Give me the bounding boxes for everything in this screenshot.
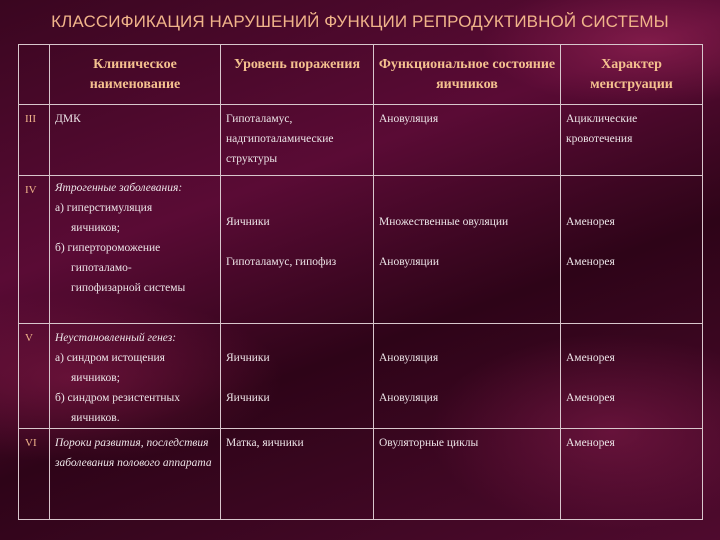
header-number [19,45,50,105]
cell-menses: Аменорея [561,429,703,520]
cell-menses: Ациклические кровотечения [561,105,703,176]
header-lesion-level: Уровень поражения [221,45,374,105]
item-a-cont: яичников; [71,372,120,384]
menses-a: Аменорея [566,352,615,364]
header-row [19,45,703,105]
cell-clinical-name: ДМК [50,105,221,176]
item-b: б) гипертороможение [55,242,161,254]
table-row [19,324,703,429]
cell-clinical-name: Пороки развития, последствия заболевания полового аппарата [50,429,221,520]
cell-menses [561,324,703,429]
table-row [19,176,703,324]
row-number: VI [19,429,50,520]
item-a-cont: яичников; [71,222,120,234]
cell-lesion-level: Гипоталамус, надгипоталамические структуры [221,105,374,176]
level-b: Яичники [226,392,270,404]
level-b: Гипоталамус, гипофиз [226,256,337,268]
cell-menses [561,176,703,324]
item-b-cont2: гипофизарной системы [71,282,186,294]
row-number: III [19,105,50,176]
menses-b: Аменорея [566,256,615,268]
cell-ovary-state [374,324,561,429]
group-title: Ятрогенные заболевания: [55,182,183,194]
cell-lesion-level [221,176,374,324]
cell-clinical-name [50,176,221,324]
header-clinical-name: Клиническое наименование [50,45,221,105]
group-title: Неустановленный генез: [55,332,177,344]
item-b-cont: яичников. [71,412,120,424]
ovary-b: Ановуляция [379,392,439,404]
row-number: IV [19,176,50,324]
ovary-a: Множественные овуляции [379,216,509,228]
table-row [19,429,703,520]
slide-title: КЛАССИФИКАЦИЯ НАРУШЕНИЙ ФУНКЦИИ РЕПРОДУКТИВНОЙ СИСТЕМЫ [51,12,669,31]
cell-ovary-state [374,176,561,324]
classification-table [18,44,703,520]
cell-lesion-level [221,324,374,429]
item-b: б) синдром резистентных [55,392,180,404]
cell-ovary-state: Ановуляция [374,105,561,176]
table-row [19,105,703,176]
item-a: а) синдром истощения [55,352,165,364]
cell-clinical-name [50,324,221,429]
item-a: а) гиперстимуляция [55,202,153,214]
ovary-a: Ановуляция [379,352,439,364]
cell-ovary-state: Овуляторные циклы [374,429,561,520]
ovary-b: Ановуляции [379,256,439,268]
header-ovary-state: Функциональное состояние яичников [374,45,561,105]
row-number: V [19,324,50,429]
header-menses: Характер менструации [561,45,703,105]
menses-b: Аменорея [566,392,615,404]
cell-lesion-level: Матка, яичники [221,429,374,520]
item-b-cont: гипоталамо- [71,262,132,274]
level-a: Яичники [226,216,270,228]
menses-a: Аменорея [566,216,615,228]
level-a: Яичники [226,352,270,364]
